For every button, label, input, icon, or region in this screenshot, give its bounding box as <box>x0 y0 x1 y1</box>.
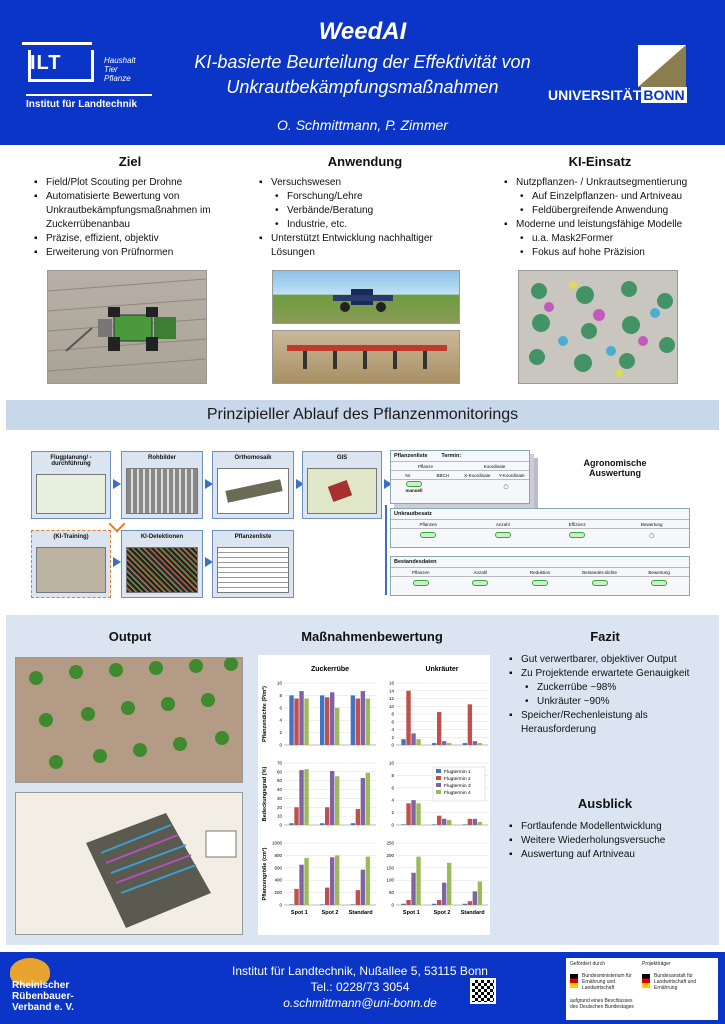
list-item: ▪ Präzise, effizient, objektiv <box>32 232 232 246</box>
flow-box-orthomosaik <box>212 451 294 519</box>
list-item: ▪ Erweiterung von Prüfnormen <box>32 246 232 260</box>
chart-tick-label: 10 <box>276 680 282 686</box>
chart-tick-label: 6 <box>391 785 394 791</box>
chart-bar <box>330 771 334 825</box>
ki-list <box>502 176 717 260</box>
gis-thumb <box>307 468 377 514</box>
massnahmen-heading: Maßnahmenbewertung <box>301 629 443 644</box>
chart-tick-label: 8 <box>391 711 394 717</box>
sponsor-ministry: Bundesministerium für Ernährung und Landwirtschaft <box>582 973 632 991</box>
footer-email[interactable]: o.schmittmann@uni-bonn.de <box>283 996 437 1010</box>
chart-bar <box>289 823 293 825</box>
chart-bar <box>447 820 451 825</box>
chart-bar <box>361 691 365 745</box>
list-item: • Feldübergreifende Anwendung <box>502 204 717 218</box>
chart-bar <box>294 807 298 825</box>
ziel-list <box>32 176 232 260</box>
chart-bar <box>463 824 467 825</box>
sponsor-box <box>566 958 718 1020</box>
table-title: Bestandesdaten <box>394 559 437 565</box>
chart-bar <box>406 803 410 825</box>
plant-list-thumb <box>217 547 289 593</box>
uni-bonn-logo <box>548 45 696 103</box>
qr-code-icon <box>470 978 496 1004</box>
chart-tick-label: 60 <box>276 769 282 775</box>
segmentation-illustration <box>519 271 677 383</box>
chart-tick-label: 10 <box>276 813 282 819</box>
chart-bar <box>442 883 446 905</box>
orthomosaic-thumb <box>217 468 289 514</box>
segmentation-photo <box>518 270 678 384</box>
table-header: Pflanzen <box>412 569 430 575</box>
list-item: • Zuckerrübe ~98% <box>507 681 717 695</box>
chart-legend-swatch <box>436 769 441 773</box>
chart-tick-label: 6 <box>391 719 394 725</box>
chart-tick-label: 10 <box>388 703 394 709</box>
ilt-word-2: Tier <box>104 65 118 74</box>
chart-bar <box>294 889 298 905</box>
chart-tick-label: 8 <box>391 772 394 778</box>
rrv-logo-text <box>12 980 74 1013</box>
chart-legend-swatch <box>436 790 441 794</box>
ilt-word-3: Pflanze <box>104 74 131 83</box>
output-field-photo <box>15 657 243 783</box>
chart-column-title: Zuckerrübe <box>310 666 350 673</box>
sponsor-agency: Bundesanstalt für Landwirtschaft und Ernährung <box>654 973 696 991</box>
flow-arrow <box>113 479 121 489</box>
flow-box-rohbilder <box>121 451 203 519</box>
chart-column-title: Unkräuter <box>425 666 459 673</box>
chart-tick-label: 600 <box>274 865 282 871</box>
training-thumb <box>36 547 106 593</box>
list-item: • Verbände/Beratung <box>257 204 467 218</box>
chart-bar <box>432 824 436 825</box>
chart-tick-label: 20 <box>276 804 282 810</box>
poster-authors: O. Schmittmann, P. Zimmer <box>277 117 448 133</box>
flow-box-label: Rohbilder <box>148 455 176 461</box>
chart-bar <box>411 800 415 825</box>
chart-bar <box>299 770 303 825</box>
chart-tick-label: 2 <box>279 730 282 736</box>
bar-chart-panel <box>258 655 490 935</box>
chart-bar <box>432 743 436 745</box>
chart-bar <box>351 823 355 825</box>
table-header: Anzahl <box>473 569 488 575</box>
footer <box>0 952 725 1024</box>
list-item: ▪ Nutzpflanzen- / Unkrautsegmentierung <box>502 176 717 190</box>
flow-box-label: (KI-Training) <box>53 534 89 540</box>
chart-bar <box>416 739 420 745</box>
list-item: ▪ Fortlaufende Modellentwicklung <box>507 820 717 834</box>
chart-tick-label: 0 <box>391 902 394 908</box>
chart-bar <box>351 695 355 745</box>
chart-bar <box>401 904 405 905</box>
flow-table-pflanzenliste: Pflanzenliste Termin: Pflanze Koordinate Nr. BBCH X-Koordinate Y-Koordinate manuell ◯ <box>390 450 530 504</box>
chart-bar <box>351 904 355 905</box>
chart-bar <box>330 692 334 745</box>
chart-bar <box>366 773 370 825</box>
chart-bar <box>468 704 472 745</box>
chart-tick-label: 4 <box>279 717 282 723</box>
ziel-heading: Ziel <box>118 154 142 169</box>
chart-bar <box>473 891 477 905</box>
flow-box-label: Pflanzenliste <box>234 534 272 540</box>
footer-phone: Tel.: 0228/73 3054 <box>310 980 410 994</box>
list-item: ▪ Moderne und leistungsfähige Modelle <box>502 218 717 232</box>
chart-bar <box>406 691 410 745</box>
flow-table-unkrautbesatz: Unkrautbesatz Pflanzen Anzahl Effizienz Bewertung ◯ <box>390 508 690 548</box>
chart-category-label: Spot 1 <box>290 910 308 916</box>
chart-category-label: Standard <box>460 910 485 916</box>
chart-category-label: Spot 2 <box>321 910 339 916</box>
chart-category-label: Standard <box>348 910 373 916</box>
chart-bar <box>294 699 298 746</box>
chart-tick-label: 0 <box>279 902 282 908</box>
sponsor-note: aufgrund eines Beschlusses des Deutschen Bundestages <box>570 998 634 1010</box>
gis-map-illustration <box>16 793 242 934</box>
table-header: BBCH <box>436 472 449 478</box>
chart-tick-label: 40 <box>276 787 282 793</box>
table-header: Bewertung <box>648 569 670 575</box>
chart-bar <box>468 819 472 825</box>
chart-tick-label: 800 <box>274 852 282 858</box>
chart-bar <box>447 863 451 905</box>
list-item: • Industrie, etc. <box>257 218 467 232</box>
chart-bar <box>442 819 446 825</box>
chart-bar <box>442 741 446 745</box>
bar-chart <box>258 655 490 935</box>
fazit-heading: Fazit <box>590 629 620 644</box>
chart-bar <box>361 778 365 825</box>
table-header: Anzahl <box>495 521 510 527</box>
chart-bar <box>366 857 370 905</box>
chart-bar <box>289 904 293 905</box>
chart-tick-label: 4 <box>391 797 394 803</box>
chart-bar <box>325 807 329 825</box>
chart-tick-label: 4 <box>391 727 394 732</box>
chart-bar <box>401 824 405 825</box>
ilt-logo <box>22 42 154 112</box>
flow-box-ki-training <box>31 530 111 598</box>
chart-tick-label: 0 <box>279 742 282 748</box>
chart-tick-label: 0 <box>391 822 394 828</box>
output-heading: Output <box>108 629 152 644</box>
flow-table-bestandesdaten <box>390 556 690 596</box>
table-header: Bestandes-dichte <box>582 569 617 575</box>
chart-bar <box>406 900 410 905</box>
output-gis-map <box>15 792 243 935</box>
flow-box-label: GIS <box>336 455 348 461</box>
poster-subtitle-1: KI-basierte Beurteilung der Effektivität von <box>194 52 531 72</box>
flow-box-label: Flugplanung/ -durchführung <box>50 455 92 467</box>
chart-bar <box>356 809 360 825</box>
list-item: ▪ Unterstützt Entwicklung nachhaltiger Lösungen <box>257 232 467 260</box>
table-title: Pflanzenliste <box>394 453 428 459</box>
chart-tick-label: 2 <box>391 734 394 740</box>
chart-tick-label: 0 <box>391 742 394 748</box>
table-header: Effizienz <box>568 521 586 527</box>
chart-bar <box>330 857 334 905</box>
list-item: ▪ Automatisierte Bewertung von Unkrautbekämpfungsmaßnahmen im Zuckerrübenanbau <box>32 190 232 232</box>
list-item: ▪ Field/Plot Scouting per Drohne <box>32 176 232 190</box>
chart-tick-label: 8 <box>279 692 282 698</box>
sponsor-label: Gefördert durch <box>570 961 606 967</box>
chart-ylabel: Bedeckungsgrad (%) <box>262 766 268 822</box>
chart-tick-label: 1000 <box>271 840 282 846</box>
german-eagle-icon <box>642 974 650 988</box>
field-machine-photo-1 <box>272 270 460 324</box>
chart-bar <box>289 695 293 745</box>
chart-legend-label: Flugtermin 2 <box>444 777 471 782</box>
chart-tick-label: 100 <box>386 877 394 883</box>
list-item: ▪ Speicher/Rechenleistung als Herausforderung <box>507 709 677 737</box>
chart-tick-label: 10 <box>388 760 394 766</box>
table-termin: Termin: <box>441 453 462 459</box>
list-item: ▪ Weitere Wiederholungsversuche <box>507 834 717 848</box>
chart-tick-label: 30 <box>276 795 282 801</box>
field-machine-photo-2 <box>272 330 460 384</box>
chart-bar <box>411 873 415 905</box>
list-item: • Forschung/Lehre <box>257 190 467 204</box>
chart-tick-label: 70 <box>276 760 282 766</box>
flow-banner: Prinzipieller Ablauf des Pflanzenmonitorings <box>6 400 719 430</box>
ilt-institute: Institut für Landtechnik <box>26 94 152 110</box>
ilt-word-1: Haushalt <box>104 56 136 65</box>
chart-bar <box>416 803 420 825</box>
uni-word: UNIVERSITÄT <box>548 87 642 103</box>
table-cell: manuell <box>405 487 423 493</box>
chart-legend-label: Flugtermin 1 <box>444 770 471 775</box>
flow-box-pflanzenliste <box>212 530 294 598</box>
sponsor-label: Projektträger <box>642 961 671 967</box>
chart-tick-label: 12 <box>388 696 394 701</box>
chart-bar <box>320 695 324 745</box>
fazit-list <box>507 653 717 737</box>
chart-bar <box>473 741 477 745</box>
chart-bar <box>366 699 370 746</box>
chart-ylabel: Pflanzengröße (cm²) <box>262 847 268 901</box>
chart-bar <box>325 888 329 905</box>
chart-bar <box>304 769 308 825</box>
chart-legend-label: Flugtermin 3 <box>444 784 471 789</box>
raw-images-thumb <box>126 468 198 514</box>
header-banner <box>0 0 725 145</box>
chart-bar <box>320 904 324 905</box>
chart-tick-label: 200 <box>386 852 394 858</box>
chart-bar <box>468 901 472 905</box>
chart-legend-swatch <box>436 776 441 780</box>
list-item: ▪ Gut verwertbarer, objektiver Output <box>507 653 717 667</box>
chart-bar <box>437 816 441 825</box>
chart-bar <box>478 743 482 745</box>
list-item: ▪ Auswertung auf Artniveau <box>507 848 717 862</box>
chart-tick-label: 400 <box>274 877 282 883</box>
list-item: ▪ Zu Projektende erwartete Genauigkeit <box>507 667 717 681</box>
anwendung-list <box>257 176 467 260</box>
chart-bar <box>361 870 365 905</box>
chart-category-label: Spot 1 <box>402 910 420 916</box>
chart-bar <box>478 881 482 905</box>
chart-legend-label: Flugtermin 4 <box>444 791 471 796</box>
chart-bar <box>304 699 308 746</box>
poster-subtitle-2: Unkrautbekämpfungsmaßnahmen <box>226 77 499 97</box>
chart-bar <box>299 865 303 905</box>
machine-illustration-1 <box>273 271 459 323</box>
table-header: Koordinate <box>483 463 506 469</box>
chart-bar <box>432 904 436 905</box>
chart-bar <box>437 900 441 905</box>
chart-bar <box>304 858 308 905</box>
chart-tick-label: 2 <box>391 810 394 816</box>
list-item: • Fokus auf hohe Präzision <box>502 246 717 260</box>
chart-tick-label: 14 <box>388 688 394 694</box>
machine-illustration-2 <box>273 331 459 383</box>
chart-bar <box>478 822 482 825</box>
chart-ylabel: Pflanzendichte (P/m²) <box>262 686 268 742</box>
chart-bar <box>437 712 441 745</box>
list-item: • Unkräuter ~90% <box>507 695 717 709</box>
table-header: Pflanzen <box>419 521 437 527</box>
ilt-abbr: ILT <box>30 52 62 74</box>
agro-title: Agronomische Auswertung <box>583 458 647 478</box>
rrv-line: Rheinischer <box>12 980 70 991</box>
table-header: Nr. <box>405 472 412 478</box>
table-header: Pflanze <box>417 463 433 469</box>
anwendung-heading: Anwendung <box>327 154 403 169</box>
chart-bar <box>299 691 303 745</box>
chart-tick-label: 200 <box>274 890 282 896</box>
chart-bar <box>447 743 451 745</box>
flow-box-ki-detektionen <box>121 530 203 598</box>
table-title: Unkrautbesatz <box>394 511 432 517</box>
chart-tick-label: 0 <box>279 822 282 828</box>
chart-bar <box>411 733 415 745</box>
chart-bar <box>335 776 339 825</box>
tractor-photo <box>47 270 207 384</box>
chart-bar <box>320 823 324 825</box>
list-item: • u.a. Mask2Former <box>502 232 717 246</box>
footer-address: Institut für Landtechnik, Nußallee 5, 53115 Bonn <box>232 964 488 978</box>
flow-box-gis <box>302 451 382 519</box>
table-header: Bewertung <box>640 521 663 527</box>
chart-tick-label: 250 <box>386 840 394 846</box>
chart-bar <box>356 890 360 905</box>
table-header: Reduktion <box>529 569 551 575</box>
flow-arrow <box>113 557 121 567</box>
rrv-line: Rübenbauer- <box>12 991 74 1002</box>
chart-bar <box>401 739 405 745</box>
ki-heading: KI-Einsatz <box>568 154 632 169</box>
chart-bar <box>325 697 329 745</box>
ausblick-heading: Ausblick <box>577 796 633 811</box>
flow-box-label: Orthomosaik <box>234 455 272 461</box>
rrv-line: Verband e. V. <box>12 1002 74 1013</box>
bonn-word: BONN <box>643 87 685 103</box>
flow-connector <box>385 505 387 595</box>
chart-bar <box>463 904 467 905</box>
chart-tick-label: 50 <box>388 890 394 896</box>
beet-rows-illustration <box>16 658 242 782</box>
chart-bar <box>463 743 467 745</box>
poster-title: WeedAI <box>318 18 407 45</box>
list-item: ▪ Versuchswesen <box>257 176 467 190</box>
detections-thumb <box>126 547 198 593</box>
german-eagle-icon <box>570 974 578 988</box>
chart-legend-swatch <box>436 783 441 787</box>
flow-box-flugplanung <box>31 451 111 519</box>
chart-tick-label: 6 <box>279 705 282 711</box>
chart-bar <box>356 699 360 746</box>
tractor-illustration <box>48 271 206 383</box>
table-header: Y-Koordinate <box>498 472 525 478</box>
chart-bar <box>335 708 339 745</box>
chart-tick-label: 50 <box>276 778 282 784</box>
list-item: • Auf Einzelpflanzen- und Artniveau <box>502 190 717 204</box>
flight-map-thumb <box>36 474 106 514</box>
chart-tick-label: 16 <box>388 680 394 686</box>
ausblick-list <box>507 820 717 862</box>
chart-bar <box>473 819 477 825</box>
chart-tick-label: 150 <box>386 865 394 871</box>
chart-category-label: Spot 2 <box>433 910 451 916</box>
chart-bar <box>335 855 339 905</box>
chart-bar <box>416 857 420 905</box>
flow-box-label: KI-Detektionen <box>140 534 184 540</box>
table-header: X-Koordinate <box>464 472 491 478</box>
